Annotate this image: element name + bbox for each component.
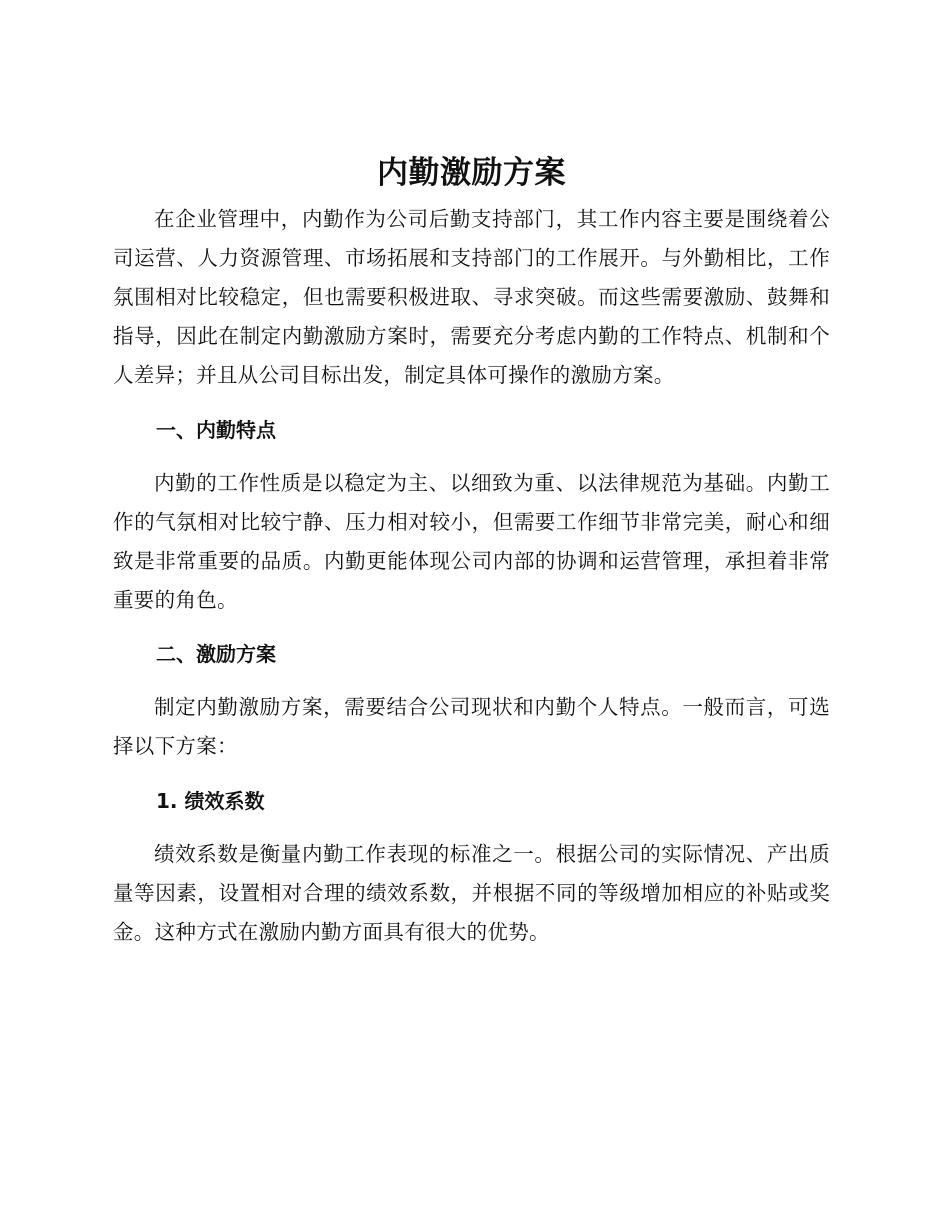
- section-paragraph-incentive-plan: 制定内勤激励方案，需要结合公司现状和内勤个人特点。一般而言，可选择以下方案：: [113, 695, 830, 758]
- document-page: [113, 150, 830, 952]
- subsection-paragraph-performance-coefficient: 绩效系数是衡量内勤工作表现的标准之一。根据公司的实际情况、产出质量等因素，设置相对合理的绩效系数，并根据不同的等级增加相应的补贴或奖金。这种方式在激励内勤方面具有很大的优势。: [113, 842, 830, 944]
- section-paragraph-features: 内勤的工作性质是以稳定为主、以细致为重、以法律规范为基础。内勤工作的气氛相对比较宁静、压力相对较小，但需要工作细节非常完美，耐心和细致是非常重要的品质。内勤更能体现公司内部的协调和运营管理，承担着非常重要的角色。: [113, 471, 830, 612]
- document-title: 内勤激励方案: [377, 155, 566, 191]
- intro-paragraph: 在企业管理中，内勤作为公司后勤支持部门，其工作内容主要是围绕着公司运营、人力资源管理、市场拓展和支持部门的工作展开。与外勤相比，工作氛围相对比较稳定，但也需要积极进取、寻求突破。而这些需要激励、鼓舞和指导，因此在制定内勤激励方案时，需要充分考虑内勤的工作特点、机制和个人差异；并且从公司目标出发，制定具体可操作的激励方案。: [113, 207, 830, 387]
- subsection-heading-performance-coefficient: 1. 绩效系数: [156, 789, 265, 813]
- section-heading-features: 一、内勤特点: [156, 418, 276, 442]
- section-heading-incentive-plan: 二、激励方案: [156, 642, 276, 666]
